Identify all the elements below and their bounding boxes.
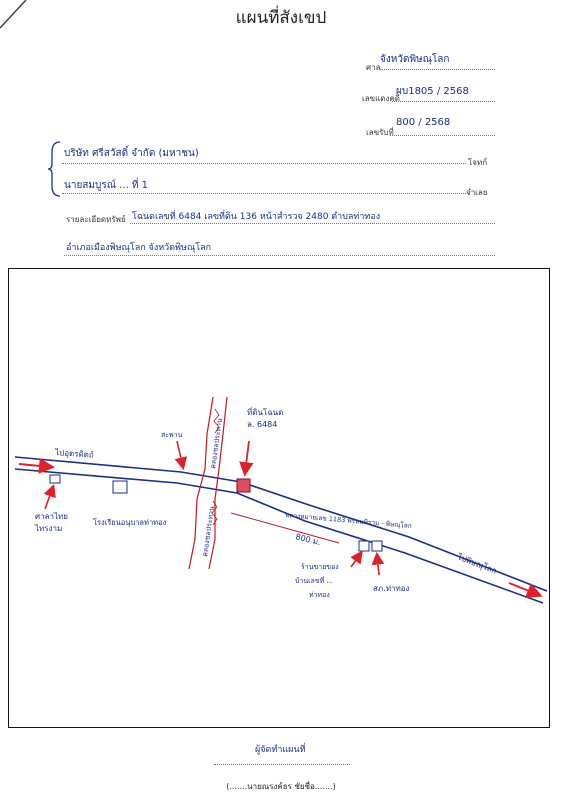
red-case-dots	[390, 135, 495, 136]
left-road-name: ไปอุตรดิตถ์	[54, 448, 95, 460]
black-case-value: ผบ1805 / 2568	[396, 86, 469, 97]
map-frame	[8, 268, 550, 728]
property-marker	[237, 479, 250, 492]
signer-name: (.......นายณรงค์ธร ชัยชื่อ.......)	[226, 782, 336, 791]
black-case-label: เลขแดงคดี	[362, 94, 400, 103]
right-building-label-3: ท่าทอง	[309, 591, 330, 599]
canal-bottom-label: คลองชลประทาน	[201, 505, 217, 558]
right-building-b	[372, 541, 382, 551]
defendant-dots	[62, 193, 466, 194]
distance-label: 800 ม.	[294, 532, 322, 548]
canal-top-label: คลองชลประทาน	[209, 417, 225, 470]
property-pointer	[245, 441, 249, 473]
property-label-1: ที่ดินโฉนด	[247, 408, 284, 417]
middle-building	[113, 481, 127, 493]
right-direction-arrow	[509, 583, 539, 595]
bridge-label: สะพาน	[161, 431, 183, 439]
party-bracket	[48, 140, 62, 198]
handwritten-signature: ผู้จัดทำแผนที่	[255, 745, 306, 755]
court-value: จังหวัดพิษณุโลก	[380, 54, 450, 65]
red-case-label: เลขรับที่	[366, 128, 394, 137]
plaintiff-label: โจทก์	[468, 158, 488, 167]
property-dots-1	[130, 223, 495, 224]
left-building-pointer	[45, 487, 53, 509]
left-building-label-1: ศาลาไทย	[35, 512, 68, 521]
left-direction-arrow	[19, 464, 51, 467]
court-dots	[380, 69, 495, 70]
main-road	[15, 457, 547, 603]
property-dots-2	[64, 255, 495, 256]
right-building-label-2: บ้านเลขที่ ...	[295, 577, 334, 585]
property-value-line2: อำเภอเมืองพิษณุโลก จังหวัดพิษณุโลก	[66, 243, 212, 253]
left-building-label-2: ไทรงาม	[35, 524, 63, 533]
defendant-value: นายสมบูรณ์ ... ที่ 1	[64, 180, 149, 191]
police-pointer	[377, 555, 379, 575]
court-label: ศาล	[366, 63, 381, 72]
red-case-value: 800 / 2568	[396, 117, 451, 128]
right-building-label-1: ร้านขายของ	[301, 563, 339, 571]
bridge-pointer	[177, 441, 183, 467]
middle-building-label: โรงเรียนอนุบาลท่าทอง	[93, 518, 167, 527]
plaintiff-value: บริษัท ศรีสวัสดิ์ จำกัด (มหาชน)	[64, 148, 199, 159]
property-value-line1: โฉนดเลขที่ 6484 เลขที่ดิน 136 หน้าสำรวจ 2480 ตำบลท่าทอง	[132, 212, 381, 222]
signature-dots	[214, 764, 350, 765]
property-label-2: ล. 6484	[247, 420, 278, 429]
defendant-label: จำเลย	[466, 188, 488, 197]
right-road-name: ไปพิษณุโลก	[456, 552, 498, 576]
black-case-dots	[392, 101, 495, 102]
plaintiff-dots	[62, 163, 466, 164]
property-label: รายละเอียดทรัพย์	[66, 215, 126, 224]
right-building-a	[359, 541, 369, 551]
sketch-map	[9, 269, 549, 727]
police-label: สภ.ท่าทอง	[373, 584, 410, 593]
document-title: แผนที่สังเขป	[235, 8, 327, 28]
right-building-pointer	[351, 553, 361, 567]
left-building-1	[50, 475, 60, 483]
road-label: หลวงหมายเลข 1183 พรหมพิราม - พิษณุโลก	[284, 511, 413, 531]
